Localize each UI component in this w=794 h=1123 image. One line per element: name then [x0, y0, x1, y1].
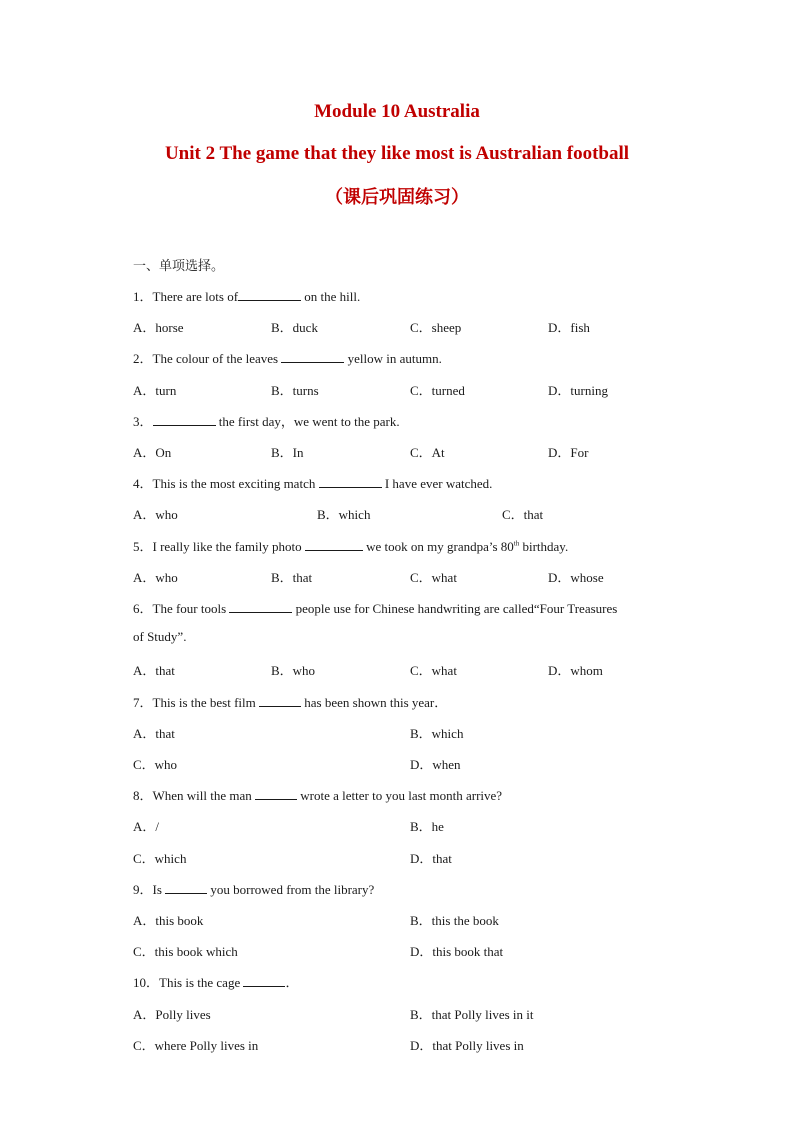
answer-blank [229, 600, 292, 613]
option: C．that [502, 507, 544, 522]
option: B．turns [271, 383, 319, 398]
answer-blank [243, 974, 285, 987]
option: B．this the book [410, 913, 499, 928]
option: C．which [133, 851, 187, 866]
answer-blank [259, 694, 301, 707]
option: D．this book that [410, 944, 504, 959]
option: D．that [410, 851, 452, 866]
option: B．who [271, 663, 316, 678]
title-subtitle: （课后巩固练习） [325, 187, 469, 208]
option: B．duck [271, 320, 318, 335]
question-stem: 2．The colour of the leaves yellow in autumn. [133, 351, 442, 366]
answer-blank [238, 288, 301, 301]
question-stem: 8．When will the man wrote a letter to you last month arrive? [133, 788, 503, 803]
question-stem: 4．This is the most exciting match I have ever watched. [133, 476, 493, 491]
option: C．turned [410, 383, 465, 398]
option: D．that Polly lives in [410, 1038, 524, 1053]
option: B．which [317, 507, 371, 522]
question-stem-continued: of Study”. [133, 629, 187, 644]
option: A．/ [133, 819, 160, 834]
option: B．which [410, 726, 464, 741]
option: C．who [133, 757, 178, 772]
option: A．turn [133, 383, 177, 398]
answer-blank [319, 475, 382, 488]
option: A．Polly lives [133, 1007, 211, 1022]
option: C．At [410, 445, 445, 460]
option: A．that [133, 726, 175, 741]
question-stem: 10．This is the cage ． [133, 975, 299, 990]
option: D．whose [548, 570, 604, 585]
option: D．For [548, 445, 589, 460]
question-stem: 6．The four tools people use for Chinese handwriting are called“Four Treasures [133, 601, 618, 616]
question-stem: 1．There are lots of on the hill. [133, 289, 361, 304]
title-module: Module 10 Australia [314, 101, 480, 122]
answer-blank [153, 413, 216, 426]
option: A．that [133, 663, 175, 678]
option: C．what [410, 570, 457, 585]
option: A．this book [133, 913, 204, 928]
title-unit: Unit 2 The game that they like most is Australian football [164, 143, 630, 164]
question-stem: 9．Is you borrowed from the library? [133, 882, 375, 897]
question-stem: 7．This is the best film has been shown this year． [133, 695, 448, 710]
option: C．what [410, 663, 457, 678]
answer-blank [281, 350, 344, 363]
answer-blank [255, 787, 297, 800]
option: A．horse [133, 320, 184, 335]
option: B．that [271, 570, 313, 585]
answer-blank [165, 881, 207, 894]
option: D．turning [548, 383, 608, 398]
option: D．whom [548, 663, 603, 678]
option: C．this book which [133, 944, 238, 959]
option: D．when [410, 757, 461, 772]
answer-blank [305, 538, 363, 551]
option: C．sheep [410, 320, 462, 335]
option: D．fish [548, 320, 590, 335]
option: A．On [133, 445, 172, 460]
option: A．who [133, 570, 178, 585]
option: B．that Polly lives in it [410, 1007, 534, 1022]
question-stem: 3． the first day，we went to the park. [133, 414, 400, 429]
option: B．he [410, 819, 444, 834]
option: B．In [271, 445, 304, 460]
question-stem: 5．I really like the family photo we took on my grandpa’s 80th birthday. [133, 539, 569, 554]
section-title: 一、单项选择。 [133, 259, 225, 274]
option: C．where Polly lives in [133, 1038, 259, 1053]
option: A．who [133, 507, 178, 522]
